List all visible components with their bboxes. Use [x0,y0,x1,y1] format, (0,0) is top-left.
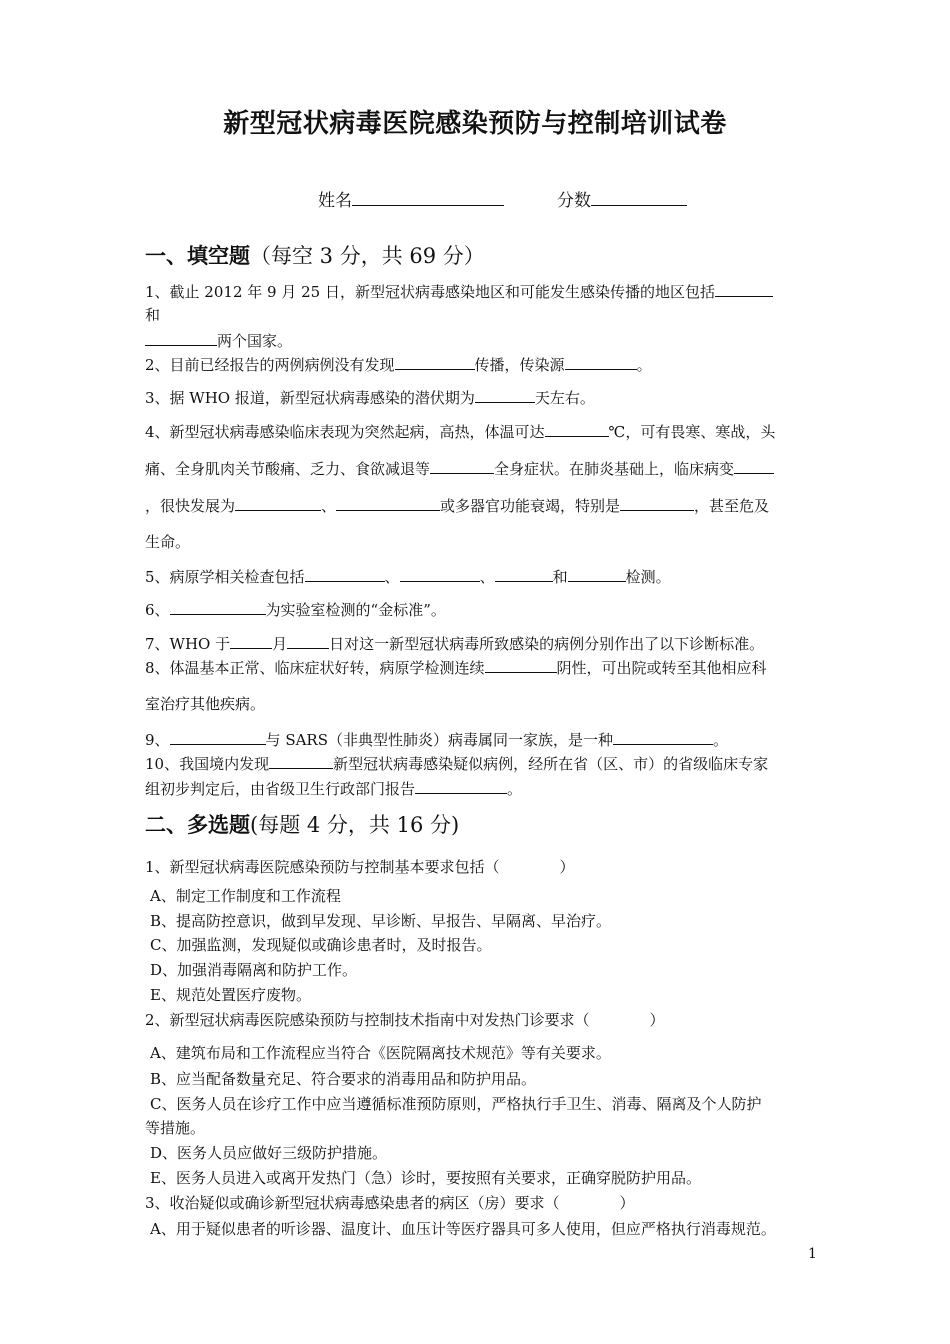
option-line[interactable]: E、医务人员进入或离开发热门（急）诊时，要按照有关要求，正确穿脱防护用品。 [150,1169,701,1187]
question-line: 组初步判定后，由省级卫生行政部门报告 。 [145,780,523,798]
answer-blank[interactable] [545,421,609,437]
question-line: 痛、全身肌肉关节酸痛、乏力、食欲减退等 全身症状。在肺炎基础上，临床病变 [145,458,774,479]
question-line: 6、 为实验室检测的“金标准”。 [145,601,446,619]
option-line[interactable]: C、加强监测，发现疑似或确诊患者时，及时报告。 [150,936,492,954]
page-number: 1 [808,1246,817,1262]
answer-blank[interactable] [269,753,333,769]
name-field[interactable] [318,190,504,211]
option-line[interactable]: B、提高防控意识，做到早发现、早诊断、早报告、早隔离、早治疗。 [150,912,612,930]
answer-blank[interactable] [568,566,626,582]
option-line[interactable]: D、加强消毒隔离和防护工作。 [150,961,358,979]
answer-blank[interactable] [235,495,321,511]
answer-blank[interactable] [395,354,475,370]
question-line: 2、新型冠状病毒医院感染预防与控制技术指南中对发热门诊要求（ ） [145,1011,665,1029]
option-line[interactable]: D、医务人员应做好三级防护措施。 [150,1144,388,1162]
answer-blank[interactable] [170,599,266,615]
answer-blank[interactable] [305,566,385,582]
answer-blank[interactable] [400,566,480,582]
answer-blank[interactable] [415,778,507,794]
question-line: 和 [145,306,161,324]
answer-blank[interactable] [485,657,557,673]
question-line: 生命。 [145,533,191,551]
section-heading-multiple-choice: 二、多选题(每题 4 分，共 16 分) [145,812,460,837]
option-line[interactable]: C、医务人员在诊疗工作中应当遵循标准预防原则，严格执行手卫生、消毒、隔离及个人防护 [150,1095,762,1113]
question-line: ，很快发展为 、 或多器官功能衰竭，特别是 ，甚至危及 [145,497,770,515]
option-line[interactable]: A、用于疑似患者的听诊器、温度计、血压计等医疗器具可多人使用，但应严格执行消毒规范。 [150,1220,776,1238]
question-line: 室治疗其他疾病。 [145,695,266,713]
name-blank[interactable] [352,190,504,206]
option-line[interactable]: A、制定工作制度和工作流程 [150,887,341,905]
question-line: 5、病原学相关检查包括 、 、 和 检测。 [145,568,671,586]
answer-blank[interactable] [565,354,637,370]
section-heading-fill-in: 一、填空题（每空 3 分，共 69 分） [145,243,485,268]
answer-blank[interactable] [715,281,773,297]
question-line: 1、截止 2012 年 9 月 25 日，新型冠状病毒感染地区和可能发生感染传播的地区包括 [145,281,773,302]
option-line[interactable]: A、建筑布局和工作流程应当符合《医院隔离技术规范》等有关要求。 [150,1044,611,1062]
option-line-continued: 等措施。 [145,1119,206,1137]
score-blank[interactable] [591,190,687,206]
answer-blank[interactable] [495,566,553,582]
option-line[interactable]: B、应当配备数量充足、符合要求的消毒用品和防护用品。 [150,1070,537,1088]
question-line: 7、WHO 于 月 日对这一新型冠状病毒所致感染的病例分别作出了以下诊断标准。 [145,635,765,653]
question-line: 4、新型冠状病毒感染临床表现为突然起病，高热，体温可达 ℃，可有畏寒、寒战，头 [145,423,776,441]
answer-blank[interactable] [145,330,217,346]
question-line: 两个国家。 [145,330,292,351]
option-line[interactable]: E、规范处置医疗废物。 [150,986,311,1004]
answer-blank[interactable] [170,729,266,745]
score-field[interactable] [557,190,687,211]
answer-blank[interactable] [613,729,713,745]
question-line: 1、新型冠状病毒医院感染预防与控制基本要求包括（ ） [145,858,575,876]
question-line: 9、 与 SARS（非典型性肺炎）病毒属同一家族，是一种 。 [145,731,729,749]
question-line: 2、目前已经报告的两例病例没有发现 传播，传染源 。 [145,356,652,374]
answer-blank[interactable] [287,633,329,649]
answer-blank[interactable] [475,387,535,403]
answer-blank[interactable] [336,495,440,511]
page-title: 新型冠状病毒医院感染预防与控制培训试卷 [223,109,727,139]
question-line: 3、据 WHO 报道，新型冠状病毒感染的潜伏期为 天左右。 [145,389,595,407]
answer-blank[interactable] [430,458,494,474]
score-label: 分数 [557,191,591,211]
answer-blank[interactable] [734,458,774,474]
question-line: 3、收治疑似或确诊新型冠状病毒感染患者的病区（房）要求（ ） [145,1194,635,1212]
answer-blank[interactable] [620,495,694,511]
answer-blank[interactable] [230,633,272,649]
name-label: 姓名 [318,191,352,211]
question-line: 10、我国境内发现 新型冠状病毒感染疑似病例，经所在省（区、市）的省级临床专家 [145,755,769,773]
question-line: 8、体温基本正常、临床症状好转，病原学检测连续 阴性，可出院或转至其他相应科 [145,659,767,677]
